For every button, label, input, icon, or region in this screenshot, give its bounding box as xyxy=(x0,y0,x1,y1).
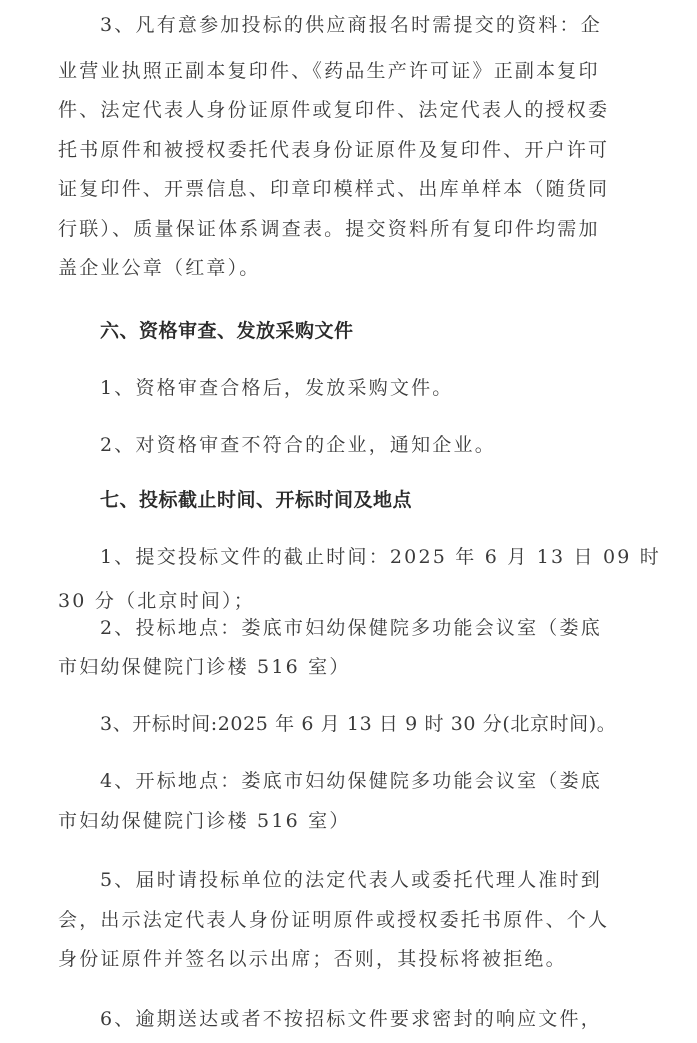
list-item: 6、逾期送达或者不按招标文件要求密封的响应文件， xyxy=(100,1008,602,1030)
list-item: 2、对资格审查不符合的企业，通知企业。 xyxy=(100,434,496,456)
list-item-continuation: 30 分（北京时间）； xyxy=(58,590,255,612)
paragraph-line: 件、法定代表人身份证原件或复印件、法定代表人的授权委 xyxy=(58,99,610,121)
paragraph-line: 盖企业公章（红章）。 xyxy=(58,257,261,279)
paragraph-line: 行联）、质量保证体系调查表。提交资料所有复印件均需加 xyxy=(58,218,600,240)
paragraph-line: 业营业执照正副本复印件、《药品生产许可证》正副本复印 xyxy=(58,60,600,82)
list-item: 2、投标地点：娄底市妇幼保健院多功能会议室（娄底 xyxy=(100,617,602,639)
list-item: 1、提交投标文件的截止时间：2025 年 6 月 13 日 09 时 xyxy=(100,546,661,568)
list-item: 5、届时请投标单位的法定代表人或委托代理人准时到 xyxy=(100,869,602,891)
list-item-continuation: 会，出示法定代表人身份证明原件或授权委托书原件、个人 xyxy=(58,909,610,931)
list-item-continuation: 身份证原件并签名以示出席；否则，其投标将被拒绝。 xyxy=(58,948,567,970)
paragraph-line: 证复印件、开票信息、印章印模样式、出库单样本（随货同 xyxy=(58,178,610,200)
list-item-continuation: 市妇幼保健院门诊楼 516 室） xyxy=(58,656,351,678)
list-item: 4、开标地点：娄底市妇幼保健院多功能会议室（娄底 xyxy=(100,770,602,792)
list-item: 3、开标时间:2025 年 6 月 13 日 9 时 30 分(北京时间)。 xyxy=(100,713,617,735)
paragraph-line: 托书原件和被授权委托代表身份证原件及复印件、开户许可 xyxy=(58,139,610,161)
list-item: 1、资格审查合格后，发放采购文件。 xyxy=(100,377,454,399)
list-item-continuation: 市妇幼保健院门诊楼 516 室） xyxy=(58,810,351,832)
section-heading-7: 七、投标截止时间、开标时间及地点 xyxy=(100,489,413,511)
paragraph-line: 3、凡有意参加投标的供应商报名时需提交的资料：企 xyxy=(100,14,602,36)
section-heading-6: 六、资格审查、发放采购文件 xyxy=(100,320,354,342)
